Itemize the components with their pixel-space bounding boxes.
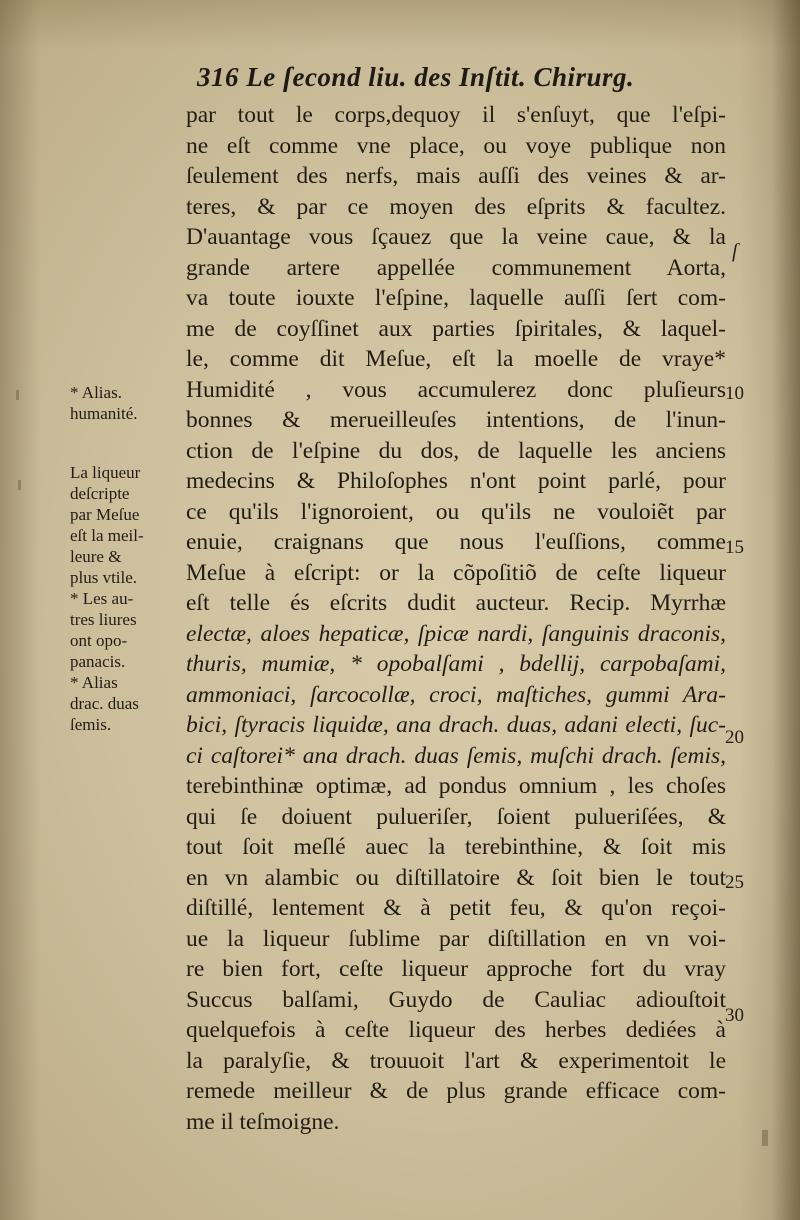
text-line: Succus balſami, Guydo de Cauliac adiouſtoit (186, 986, 726, 1013)
marginal-mark: ſ (732, 240, 738, 262)
margin-note-line: ont opo- (70, 631, 128, 650)
text-line: ammoniaci, ſarcocollæ, croci, maſtiches, gummi Ara- (186, 681, 726, 708)
margin-note-line (70, 424, 185, 462)
margin-note-line: leure & (70, 547, 122, 566)
margin-note-line: panacis. (70, 652, 126, 671)
text-line: bonnes & merueilleuſes intentions, de l'inun- (186, 407, 726, 433)
text-line: ue la liqueur ſublime par diſtillation en vn voi- (186, 925, 726, 952)
margin-note-line: tres liures (70, 610, 137, 629)
text-line: Humidité , vous accumulerez donc pluſieurs (186, 376, 726, 403)
text-line: eſt telle és eſcrits dudit aucteur. Recip. Myrrhæ (186, 590, 726, 616)
text-line: par tout le corps,dequoy il s'enſuyt, que l'eſpi- (186, 102, 726, 128)
text-line: re bien fort, ceſte liqueur approche fort du vray (186, 956, 726, 982)
text-line: bici, ſtyracis liquidæ, ana drach. duas, adani electi, ſuc- (186, 712, 726, 738)
main-text-block (186, 100, 726, 1137)
margin-notes (70, 382, 185, 735)
text-line: ction de l'eſpine du dos, de laquelle les anciens (186, 437, 726, 464)
line-number-column (725, 0, 775, 1220)
text-line: grande artere appellée communement Aorta, (186, 254, 726, 281)
margin-note-line: * Alias (70, 673, 118, 692)
line-number: 15 (725, 537, 744, 558)
text-line: en vn alambic ou diſtillatoire & ſoit bien le tout (186, 864, 726, 891)
line-number: 25 (725, 872, 744, 893)
text-line: qui ſe doiuent pulueriſer, ſoient pulueriſées, & (186, 803, 726, 830)
text-line: electæ, aloes hepaticæ, ſpicæ nardi, ſanguinis draconis, (186, 620, 726, 647)
margin-note-line: * Alias. (70, 383, 122, 402)
text-line: thuris, mumiæ, * opobalſami , bdellij, carpobaſami, (186, 651, 726, 677)
text-line: D'auantage vous ſçauez que la veine caue, & la (186, 224, 726, 250)
margin-note-line: plus vtile. (70, 568, 138, 587)
text-line: ne eſt comme vne place, ou voye publique non (186, 132, 726, 159)
ink-speck (762, 1130, 768, 1146)
text-line: ci caſtorei* ana drach. duas ſemis, muſchi drach. ſemis, (186, 742, 726, 769)
text-line: medecins & Philoſophes n'ont point parlé, pour (186, 468, 726, 494)
margin-note-line: * Les au- (70, 589, 134, 608)
line-number: 20 (725, 727, 744, 748)
text-line: teres, & par ce moyen des eſprits & facultez. (186, 193, 726, 220)
text-line: Meſue à eſcript: or la cõpoſitiõ de ceſte liqueur (186, 559, 726, 586)
margin-note-line: humanité. (70, 404, 138, 423)
text-line: tout ſoit meſlé auec la terebinthine, & ſoit mis (186, 834, 726, 860)
text-line: remede meilleur & de plus grande efficace com- (186, 1078, 726, 1104)
running-header: 316 Le ſecond liu. des Inſtit. Chirurg. (197, 62, 635, 92)
text-line: va toute iouxte l'eſpine, laquelle auſſi ſert com- (186, 285, 726, 311)
margin-note-line: par Meſue (70, 505, 140, 524)
text-line: me il teſmoigne. (186, 1108, 340, 1135)
text-line: terebinthinæ optimæ, ad pondus omnium , les choſes (186, 773, 726, 799)
text-line: quelquefois à ceſte liqueur des herbes dediées à (186, 1017, 726, 1043)
margin-note-line: ſemis. (70, 715, 112, 734)
margin-note-line: La liqueur (70, 463, 141, 482)
text-line: la paralyſie, & trouuoit l'art & experimentoit le (186, 1047, 726, 1074)
ink-speck (18, 480, 21, 490)
text-line: me de coyſſinet aux parties ſpiritales, & laquel- (186, 315, 726, 342)
text-line: ce qu'ils l'ignoroient, ou qu'ils ne vouloiẽt par (186, 498, 726, 525)
text-line: ſeulement des nerfs, mais auſſi des veines & ar- (186, 163, 726, 189)
text-line: enuie, craignans que nous l'euſſions, comme (186, 529, 726, 555)
margin-note-line: drac. duas (70, 694, 139, 713)
line-number: 10 (725, 383, 744, 404)
line-number: 30 (725, 1005, 744, 1026)
ink-speck (16, 390, 19, 400)
text-line: le, comme dit Meſue, eſt la moelle de vraye* (186, 346, 726, 372)
margin-note-line: deſcripte (70, 484, 130, 503)
margin-note-line: eſt la meil- (70, 526, 144, 545)
text-line: diſtillé, lentement & à petit feu, & qu'on reçoi- (186, 895, 726, 921)
